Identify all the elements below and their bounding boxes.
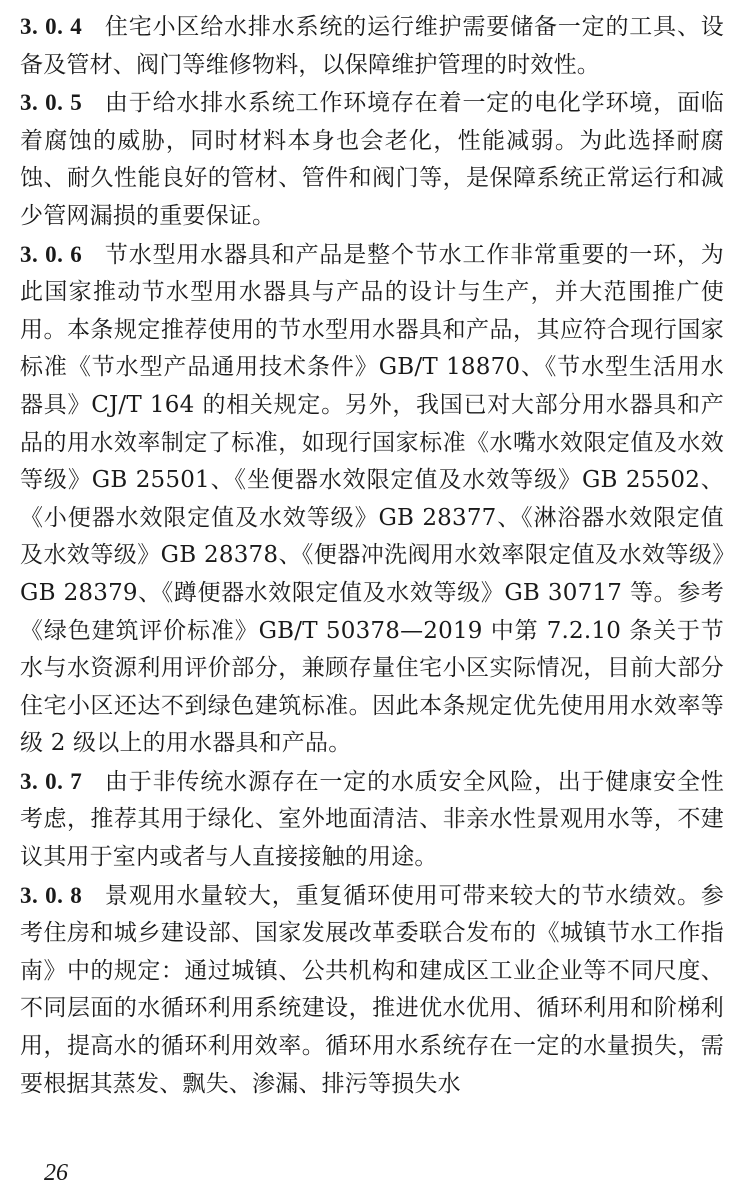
clause-number: 3. 0. 8 (20, 882, 83, 908)
clause-3-0-5 (20, 84, 724, 235)
clause-number: 3. 0. 5 (20, 90, 83, 116)
clause-text: 景观用水量较大，重复循环使用可带来较大的节水绩效。参考住房和城乡建设部、国家发展改革委联合发布的《城镇节水工作指南》中的规定：通过城镇、公共机构和建成区工业企业等不同尺度、不同层面的水循环利用系统建设，推进优水优用、循环利用和阶梯利用，提高水的循环利用效率。循环用水系统存在一定的水量损失，需要根据其蒸发、飘失、渗漏、排污等损失水 (20, 882, 725, 1097)
clause-3-0-8 (20, 877, 724, 1104)
page-number: 26 (44, 1160, 68, 1186)
clause-3-0-6 (20, 236, 724, 763)
clause-number: 3. 0. 7 (20, 768, 83, 794)
clause-3-0-7 (20, 763, 724, 877)
clause-3-0-4 (20, 8, 724, 84)
clause-number: 3. 0. 6 (20, 241, 83, 267)
clause-number: 3. 0. 4 (20, 14, 83, 39)
clause-text: 住宅小区给水排水系统的运行维护需要储备一定的工具、设备及管材、阀门等维修物料，以保障维护管理的时效性。 (20, 14, 725, 78)
clause-text: 由于非传统水源存在一定的水质安全风险，出于健康安全性考虑，推荐其用于绿化、室外地面清洁、非亲水性景观用水等，不建议其用于室内或者与人直接接触的用途。 (20, 768, 725, 871)
clause-text: 由于给水排水系统工作环境存在着一定的电化学环境，面临着腐蚀的威胁，同时材料本身也会老化，性能减弱。为此选择耐腐蚀、耐久性能良好的管材、管件和阀门等，是保障系统正常运行和减少管网漏损的重要保证。 (20, 90, 725, 229)
document-page (20, 8, 724, 1103)
clause-text: 节水型用水器具和产品是整个节水工作非常重要的一环，为此国家推动节水型用水器具与产品的设计与生产，并大范围推广使用。本条规定推荐使用的节水型用水器具和产品，其应符合现行国家标准《节水型产品通用技术条件》GB/T 18870、《节水型生活用水器具》CJ/T 164 的相关规定。另外，我国已对大部分用水器具和产品的用水效率制定了标准，如现行国家标准《水嘴水效限定值及水效等级》GB 25501、《坐便器水效限定值及水效等级》GB 25502、《小便器水效限定值及水效等级》GB 28377、《淋浴器水效限定值及水效等级》GB 28378、《便器冲洗阀用水效率限定值及水效等级》GB 28379、《蹲便器水效限定值及水效等级》GB 30717 等。参考《绿色建筑评价标准》GB/T 50378—2019 中第 7.2.10 条关于节水与水资源利用评价部分，兼顾存量住宅小区实际情况，目前大部分住宅小区还达不到绿色建筑标准。因此本条规定优先使用用水效率等级 2 级以上的用水器具和产品。 (20, 241, 725, 757)
